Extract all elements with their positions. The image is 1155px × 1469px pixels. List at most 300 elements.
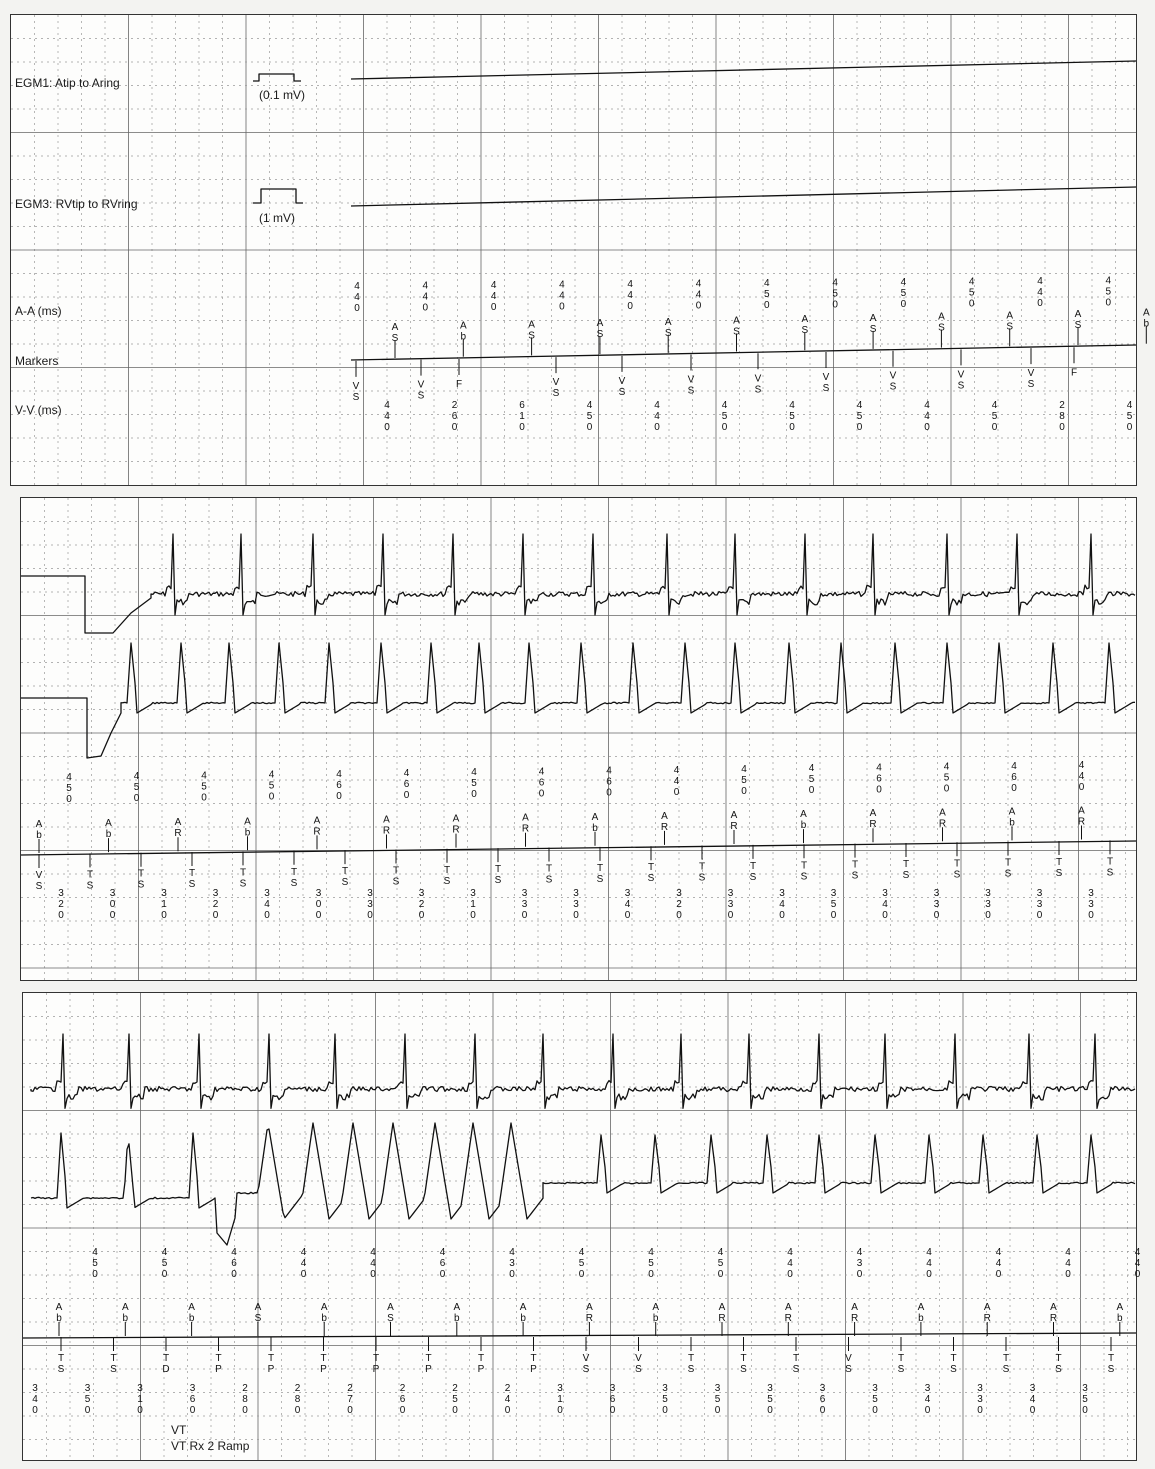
ventricular-marker-label xyxy=(750,861,757,883)
label-vv: V-V (ms) xyxy=(15,403,62,417)
ventricular-marker-label xyxy=(291,867,298,889)
ventricular-marker-label-char: T xyxy=(162,1353,170,1364)
ventricular-marker-label-char: S xyxy=(596,873,604,885)
vv-interval xyxy=(400,1383,406,1416)
egm3-trace xyxy=(21,643,1135,758)
ventricular-marker-label-char: T xyxy=(425,1353,432,1364)
vv-interval-char: 3 xyxy=(624,888,631,899)
aa-interval-char: 0 xyxy=(1105,297,1112,309)
aa-interval-char: 4 xyxy=(695,278,702,290)
vv-interval-char: 4 xyxy=(882,899,888,910)
atrial-marker-label-char: A xyxy=(121,1302,129,1313)
vv-interval-char: 0 xyxy=(872,1405,878,1416)
ventricular-marker-label xyxy=(456,379,462,390)
ventricular-marker-label-char: T xyxy=(215,1353,222,1364)
vv-interval xyxy=(820,1383,826,1416)
vv-interval xyxy=(58,888,64,921)
aa-interval-char: 4 xyxy=(673,764,680,776)
ventricular-marker-label-char: V xyxy=(352,380,360,392)
ventricular-marker-label xyxy=(110,1353,117,1375)
ventricular-marker-label xyxy=(553,377,560,399)
atrial-marker-label xyxy=(244,816,251,838)
vv-interval xyxy=(1030,1383,1036,1416)
atrial-marker-label xyxy=(870,313,877,335)
vv-interval xyxy=(767,1383,773,1416)
ventricular-marker-label xyxy=(215,1353,222,1375)
aa-interval-char: 6 xyxy=(876,773,882,785)
vv-interval xyxy=(419,888,425,921)
atrial-marker-label-char: A xyxy=(1008,806,1016,818)
aa-interval-char: 4 xyxy=(648,1247,654,1258)
vv-interval-char: 5 xyxy=(856,411,863,422)
atrial-marker-label-char: A xyxy=(652,1302,660,1313)
vv-interval-char: 5 xyxy=(872,1394,878,1405)
vv-interval-char: 2 xyxy=(452,1383,458,1394)
vv-interval-char: 3 xyxy=(521,888,528,899)
vv-interval-char: 0 xyxy=(924,1405,931,1416)
vv-interval-char: 3 xyxy=(418,888,425,899)
vv-interval-char: 3 xyxy=(109,888,116,899)
vv-interval-char: 3 xyxy=(985,899,991,910)
atrial-marker-label-char: b xyxy=(36,830,42,841)
aa-interval-char: 4 xyxy=(509,1247,515,1258)
ventricular-marker-label-char: V xyxy=(822,371,830,383)
ventricular-marker-label-char: T xyxy=(443,864,451,876)
vv-interval-char: 0 xyxy=(264,910,270,921)
aa-interval xyxy=(809,763,815,796)
vv-interval-char: 1 xyxy=(519,411,525,422)
vv-interval-char: 0 xyxy=(32,1405,38,1416)
ventricular-marker-label xyxy=(1108,1353,1115,1375)
atrial-marker-label-char: b xyxy=(1009,817,1015,829)
vv-interval xyxy=(347,1383,353,1416)
vv-interval-char: 0 xyxy=(830,910,837,921)
vv-interval xyxy=(587,400,593,433)
atrial-marker-label-char: R xyxy=(660,821,669,833)
ventricular-marker-label xyxy=(240,867,247,889)
atrial-marker-label xyxy=(36,819,43,841)
aa-interval-char: 0 xyxy=(995,1269,1002,1280)
atrial-marker-label-char: A xyxy=(939,807,946,819)
atrial-marker-label-char: A xyxy=(453,1302,461,1313)
vv-interval xyxy=(992,400,998,433)
vv-interval-char: 2 xyxy=(1059,400,1065,411)
ventricular-marker-label-char: S xyxy=(239,878,247,890)
aa-interval xyxy=(926,1247,932,1280)
aa-interval-char: 3 xyxy=(509,1258,515,1269)
vv-interval-char: 3 xyxy=(1082,1383,1088,1394)
ventricular-marker-label-char: S xyxy=(290,877,298,889)
vv-interval-char: 4 xyxy=(721,400,728,411)
vv-interval-char: 3 xyxy=(1036,888,1043,899)
aa-interval-char: 5 xyxy=(578,1258,585,1269)
egm3-calibration: (1 mV) xyxy=(259,211,295,225)
vv-interval-char: 0 xyxy=(519,422,525,433)
aa-interval-char: 5 xyxy=(1105,286,1112,298)
atrial-marker-label-char: S xyxy=(801,325,809,337)
ventricular-marker-label xyxy=(583,1353,590,1375)
vv-interval-char: 0 xyxy=(557,1405,563,1416)
ventricular-marker-label xyxy=(1071,367,1077,378)
atrial-marker-label xyxy=(174,817,181,839)
ventricular-marker-label xyxy=(845,1353,852,1375)
aa-interval-char: 4 xyxy=(354,292,360,303)
vv-interval-char: 0 xyxy=(624,910,631,921)
aa-interval-char: 4 xyxy=(1134,1247,1141,1258)
aa-interval xyxy=(876,762,882,795)
ventricular-marker-label-char: P xyxy=(215,1364,222,1375)
aa-interval-char: 4 xyxy=(995,1258,1002,1269)
atrial-marker-label-char: b xyxy=(460,331,467,343)
atrial-marker-label-char: b xyxy=(652,1313,659,1324)
ventricular-marker-label-char: S xyxy=(749,871,757,883)
ventricular-marker-label-char: S xyxy=(86,880,94,892)
aa-interval-char: 4 xyxy=(876,762,882,774)
ventricular-marker-label xyxy=(189,868,196,890)
vv-interval-char: 4 xyxy=(1126,400,1133,411)
ventricular-marker-label xyxy=(597,863,604,885)
ventricular-marker-label-char: S xyxy=(851,870,859,882)
vv-interval-char: 3 xyxy=(609,1383,616,1394)
aa-interval xyxy=(162,1247,168,1280)
atrial-marker-label-char: R xyxy=(1077,816,1086,828)
strip-3-grid xyxy=(23,993,1141,1460)
vv-interval-char: 3 xyxy=(470,888,476,899)
aa-interval-char: 6 xyxy=(336,779,342,791)
ventricular-marker-label-char: S xyxy=(392,876,400,888)
ventricular-marker-label-char: P xyxy=(530,1364,537,1375)
aa-interval xyxy=(301,1247,307,1280)
aa-interval xyxy=(741,764,747,797)
atrial-marker-label-char: b xyxy=(105,829,112,841)
vv-interval-char: 0 xyxy=(714,1405,721,1416)
ventricular-marker-label-char: T xyxy=(110,1353,117,1364)
vv-interval-char: 3 xyxy=(573,899,579,910)
atrial-marker-label-char: A xyxy=(596,318,604,330)
ventricular-marker-label-char: T xyxy=(749,860,757,872)
aa-interval-char: 4 xyxy=(336,768,342,780)
atrial-marker-label-char: A xyxy=(733,315,740,327)
ventricular-marker-label xyxy=(1107,856,1114,878)
ventricular-marker-label-char: S xyxy=(1027,379,1035,391)
atrial-marker-label-char: S xyxy=(596,329,604,341)
ventricular-marker-label-char: S xyxy=(582,1364,590,1375)
atrial-marker-label-char: R xyxy=(718,1313,726,1324)
vv-interval-char: 2 xyxy=(242,1383,248,1394)
aa-interval-char: 4 xyxy=(1011,760,1017,772)
aa-interval-char: 5 xyxy=(968,287,975,299)
atrial-marker-label-char: S xyxy=(1006,321,1014,333)
vv-interval-char: 4 xyxy=(504,1394,511,1405)
aa-interval xyxy=(1079,760,1085,793)
aa-interval-char: 0 xyxy=(943,783,950,795)
atrial-marker-label xyxy=(1143,308,1150,330)
ventricular-marker-label xyxy=(890,371,897,393)
atrial-marker-label-char: A xyxy=(320,1302,328,1313)
vv-interval-char: 4 xyxy=(924,411,930,422)
atrial-marker-label xyxy=(1050,1302,1057,1324)
ventricular-marker-label xyxy=(373,1353,380,1375)
aa-interval-char: 4 xyxy=(559,290,565,302)
aa-interval-char: 4 xyxy=(900,277,907,288)
vv-interval xyxy=(857,400,863,433)
vv-interval xyxy=(1059,400,1065,433)
vv-interval-char: 0 xyxy=(933,910,940,921)
vv-interval-char: 0 xyxy=(573,910,579,921)
vv-interval xyxy=(85,1383,91,1416)
aa-interval xyxy=(92,1247,98,1280)
vv-interval xyxy=(654,400,660,433)
ventricular-marker-label-char: S xyxy=(822,382,830,394)
vv-interval-char: 0 xyxy=(399,1405,406,1416)
vv-interval-char: 3 xyxy=(1088,888,1094,899)
ventricular-marker-label xyxy=(793,1353,800,1375)
aa-interval-char: 0 xyxy=(876,784,882,796)
aa-interval-char: 5 xyxy=(161,1258,168,1269)
vv-interval-char: 5 xyxy=(789,411,795,422)
vv-interval-char: 4 xyxy=(1029,1394,1036,1405)
vv-interval xyxy=(367,888,373,921)
ventricular-marker-label xyxy=(852,860,859,882)
vv-interval xyxy=(715,1383,721,1416)
vv-interval-char: 2 xyxy=(294,1383,301,1394)
aa-interval-char: 6 xyxy=(606,776,612,788)
strip-1-grid xyxy=(11,15,1150,485)
vv-interval-char: 0 xyxy=(721,422,728,433)
atrial-marker-label xyxy=(800,809,807,831)
ventricular-marker-label xyxy=(268,1353,275,1375)
ventricular-marker-label-char: T xyxy=(320,1353,327,1364)
atrial-marker-label-char: A xyxy=(1078,805,1085,817)
vv-interval-char: 3 xyxy=(985,888,991,899)
vv-interval-char: 2 xyxy=(399,1383,406,1394)
atrial-marker-label-char: A xyxy=(313,815,321,827)
vv-interval-char: 4 xyxy=(264,899,270,910)
aa-interval-char: 4 xyxy=(231,1247,237,1258)
egm1-calibration: (0.1 mV) xyxy=(259,88,306,102)
vv-interval-char: 5 xyxy=(452,1394,458,1405)
aa-interval-char: 4 xyxy=(968,276,975,288)
vv-interval xyxy=(882,888,888,921)
vv-interval-char: 1 xyxy=(161,899,167,910)
vv-interval-char: 3 xyxy=(662,1383,668,1394)
ventricular-marker-label-char: T xyxy=(953,858,961,870)
vv-interval-char: 4 xyxy=(779,899,785,910)
ventricular-marker-label-char: S xyxy=(352,391,360,403)
vv-interval xyxy=(625,888,631,921)
ventricular-marker-label-char: T xyxy=(687,1353,695,1364)
ventricular-marker-label-char: S xyxy=(417,390,425,402)
ventricular-marker-label-char: S xyxy=(647,873,655,885)
atrial-marker-label-char: S xyxy=(733,326,740,338)
aa-interval xyxy=(969,277,975,310)
aa-interval-char: 5 xyxy=(471,778,477,790)
vv-interval-char: 0 xyxy=(470,910,476,921)
vv-interval-char: 4 xyxy=(924,400,930,411)
ventricular-marker-label-char: P xyxy=(477,1364,485,1375)
atrial-marker-label-char: S xyxy=(1074,320,1082,331)
aa-interval xyxy=(857,1247,863,1280)
atrial-marker-label-char: A xyxy=(1074,309,1082,320)
vv-interval-char: 0 xyxy=(1126,422,1133,433)
aa-interval-char: 0 xyxy=(1078,782,1085,793)
atrial-marker-label xyxy=(188,1302,195,1324)
ventricular-marker-label xyxy=(688,375,695,397)
atrial-marker-label-char: A xyxy=(528,319,535,331)
vv-interval-char: 0 xyxy=(58,910,64,921)
atrial-marker-label-char: A xyxy=(1116,1302,1124,1313)
aa-interval-char: 4 xyxy=(370,1258,376,1269)
vv-interval-char: 0 xyxy=(654,422,660,433)
vv-interval xyxy=(610,1383,616,1416)
aa-interval-char: 0 xyxy=(133,793,140,805)
vv-interval-char: 3 xyxy=(58,888,64,899)
aa-interval-char: 4 xyxy=(995,1247,1002,1258)
aa-interval-char: 0 xyxy=(490,302,497,313)
aa-interval-char: 0 xyxy=(403,790,410,801)
ventricular-marker-label-char: T xyxy=(1004,857,1012,869)
aa-interval-char: 0 xyxy=(808,785,815,797)
strip-1 xyxy=(10,14,1150,486)
aa-interval-char: 5 xyxy=(900,288,907,299)
vv-interval-char: 5 xyxy=(767,1394,773,1405)
ventricular-marker-label xyxy=(635,1353,642,1375)
vv-interval xyxy=(190,1383,196,1416)
aa-interval-char: 5 xyxy=(764,289,770,300)
aa-interval xyxy=(370,1247,376,1280)
ventricular-marker-label xyxy=(478,1353,485,1375)
atrial-marker-label-char: A xyxy=(661,810,668,822)
vv-interval-char: 4 xyxy=(991,400,998,411)
aa-interval-char: 5 xyxy=(832,288,838,300)
atrial-marker-label-char: b xyxy=(244,827,251,839)
ventricular-marker-label-char: T xyxy=(1107,1353,1115,1364)
vv-interval-char: 0 xyxy=(586,422,593,433)
ventricular-marker-label xyxy=(740,1353,747,1375)
aa-interval xyxy=(696,279,702,312)
atrial-marker-label-char: b xyxy=(918,1313,924,1324)
vv-interval xyxy=(470,888,476,921)
aa-interval-char: 4 xyxy=(300,1258,307,1269)
aa-interval-char: 4 xyxy=(1065,1247,1071,1258)
vv-interval xyxy=(242,1383,248,1416)
aa-interval-char: 0 xyxy=(268,791,275,803)
aa-interval-char: 0 xyxy=(161,1269,168,1280)
ventricular-marker-label-char: V xyxy=(582,1353,590,1364)
aa-interval-char: 0 xyxy=(673,786,680,798)
atrial-marker-label-char: A xyxy=(35,819,43,830)
ventricular-marker-label-char: T xyxy=(267,1353,275,1364)
atrial-marker-label xyxy=(1006,310,1013,332)
vv-interval-char: 0 xyxy=(347,1405,353,1416)
ventricular-marker-label-char: S xyxy=(1055,868,1063,879)
aa-interval xyxy=(354,281,360,314)
atrial-marker-label xyxy=(392,322,399,344)
vv-interval xyxy=(977,1383,983,1416)
ventricular-marker-label xyxy=(393,865,400,887)
atrial-marker-label xyxy=(851,1302,858,1324)
vv-interval-char: 2 xyxy=(504,1383,511,1394)
vv-interval-char: 4 xyxy=(586,400,593,411)
vv-interval-char: 0 xyxy=(991,422,998,433)
vv-interval-char: 0 xyxy=(137,1405,143,1416)
marker-baseline xyxy=(21,841,1136,855)
aa-interval-char: 0 xyxy=(1011,782,1017,794)
vv-interval-char: 0 xyxy=(924,422,930,433)
aa-interval-char: 4 xyxy=(439,1247,446,1258)
ventricular-marker-label-char: V xyxy=(552,377,560,389)
atrial-marker-label xyxy=(1009,806,1016,828)
aa-interval xyxy=(901,277,907,310)
aa-interval-char: 4 xyxy=(1037,287,1043,298)
atrial-marker-label-char: R xyxy=(585,1313,594,1324)
ventricular-marker-label xyxy=(162,1353,169,1375)
aa-interval-char: 0 xyxy=(627,301,633,312)
atrial-marker-label-char: A xyxy=(1006,310,1014,322)
atrial-marker-label xyxy=(1116,1302,1123,1324)
aa-interval-char: 4 xyxy=(201,770,207,782)
vv-interval-char: 3 xyxy=(714,1383,721,1394)
ventricular-marker-label xyxy=(801,860,808,882)
atrial-marker-label xyxy=(733,316,740,338)
vv-interval xyxy=(789,400,795,433)
strip-2-grid xyxy=(21,498,1136,980)
ventricular-marker-label-char: S xyxy=(698,872,706,884)
aa-interval-char: 0 xyxy=(606,787,612,799)
ventricular-marker-label-char: T xyxy=(950,1353,957,1364)
vv-interval-char: 0 xyxy=(779,910,785,921)
vv-interval-char: 3 xyxy=(84,1383,91,1394)
ventricular-marker-label xyxy=(619,376,626,398)
aa-interval-char: 0 xyxy=(926,1269,932,1280)
vv-interval xyxy=(722,400,728,433)
atrial-marker-label-char: R xyxy=(382,825,391,837)
vv-interval-char: 3 xyxy=(819,1383,826,1394)
aa-interval-char: 0 xyxy=(300,1269,307,1280)
vv-interval-char: 3 xyxy=(1029,1383,1036,1394)
vv-interval xyxy=(831,888,837,921)
ventricular-marker-label-char: S xyxy=(552,388,560,400)
ventricular-marker-label-char: F xyxy=(1070,367,1078,379)
aa-interval xyxy=(787,1247,793,1280)
vv-interval xyxy=(728,888,734,921)
atrial-marker-label xyxy=(122,1302,129,1324)
atrial-marker-label-char: A xyxy=(730,810,738,821)
vv-interval-char: 0 xyxy=(504,1405,511,1416)
vv-interval-char: 3 xyxy=(676,888,682,899)
ventricular-marker-label-char: T xyxy=(1055,1353,1062,1364)
atrial-marker-label xyxy=(869,808,876,830)
aa-interval-char: 4 xyxy=(422,291,429,303)
vv-interval-char: 0 xyxy=(451,422,458,433)
ventricular-marker-label-char: V xyxy=(957,369,965,381)
vv-interval-char: 0 xyxy=(315,899,322,910)
atrial-marker-label-char: b xyxy=(321,1313,327,1324)
ventricular-marker-label-char: T xyxy=(290,866,298,878)
vv-interval-char: 2 xyxy=(451,400,458,411)
label-egm3: EGM3: RVtip to RVring xyxy=(15,197,138,211)
atrial-marker-label-char: A xyxy=(851,1302,858,1313)
ventricular-marker-label xyxy=(699,862,706,884)
atrial-marker-label-char: b xyxy=(454,1313,460,1324)
aa-interval-char: 4 xyxy=(133,771,140,783)
aa-interval-char: 4 xyxy=(673,775,680,787)
vv-interval-char: 6 xyxy=(819,1394,826,1405)
aa-interval-char: 5 xyxy=(201,781,207,793)
atrial-marker-label-char: A xyxy=(1050,1302,1057,1313)
ventricular-marker-label-char: T xyxy=(372,1353,380,1364)
vv-interval-char: 3 xyxy=(727,899,734,910)
